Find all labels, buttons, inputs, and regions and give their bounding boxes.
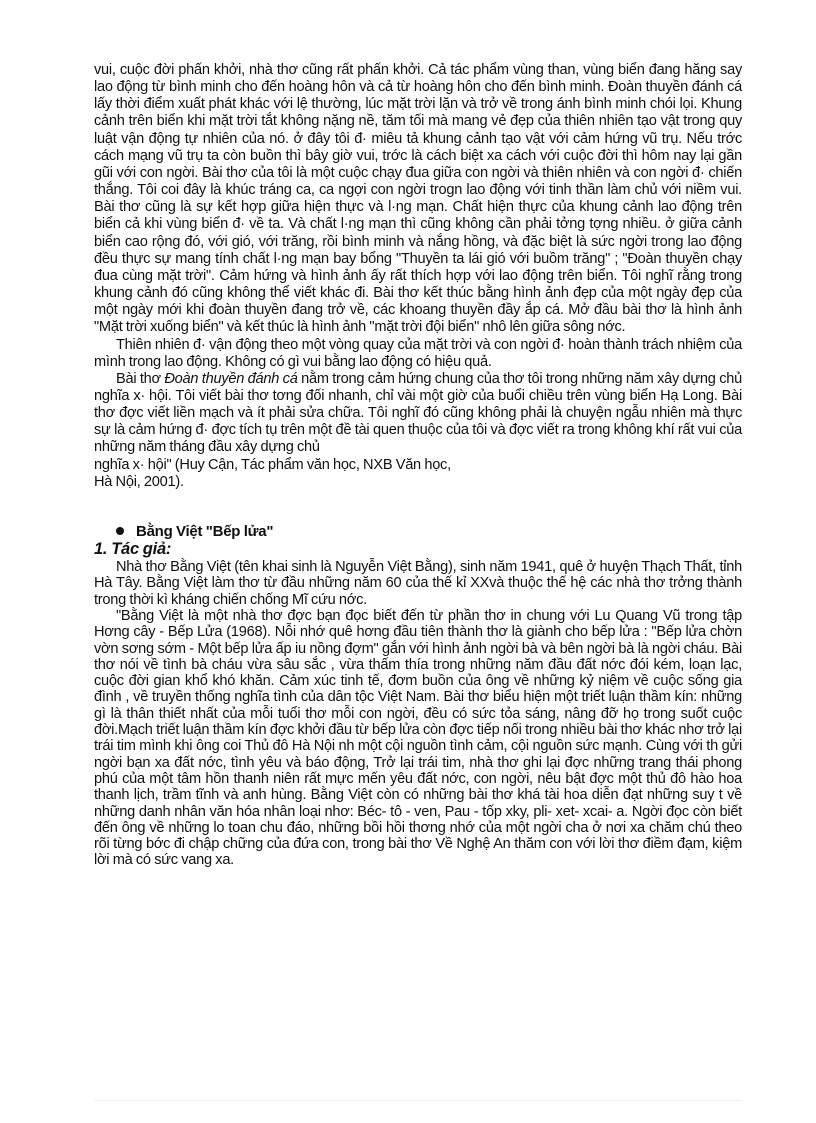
footer-rule	[94, 1100, 742, 1101]
section-heading: Bằng Việt "Bếp lửa"	[136, 522, 274, 540]
citation-line-2: Hà Nội, 2001).	[94, 473, 184, 490]
paragraph-author-bio: Nhà thơ Bằng Việt (tên khai sinh là Nguyễn Việt Bằng), sinh năm 1941, quê ở huyện Thạch Thất, tỉnh Hà Tây. Bằng Việt làm thơ từ đầu những năm 60 của thế kỉ XXvà thuộc thế hệ các nhà thơ trởng thành trong thời kì kháng chiến chống Mĩ cứu nớc.	[94, 559, 742, 608]
sub-heading: 1. Tác giả:	[94, 540, 172, 559]
poem-context-text: nằm trong cảm hứng chung của thơ tôi trong những năm xây dựng chủ nghĩa x· hội. Tôi viết bài thơ tơng đối nhanh, chỉ vài một giờ của buổi chiều trên vùng biển Hạ Long. Bài thơ đợc viết liền mạch và ít phải sửa chữa. Tôi nghĩ đó cũng không phải là chuyện ngẫu nhiên mà thực sự là cảm hứng đ· đợc tích tụ trên một đề tài quen thuộc của tôi và đợc viết ra trong không khí rất vui của những năm tháng đầu xây dựng chủ	[94, 370, 742, 456]
bullet-icon	[116, 527, 124, 535]
section-gap	[94, 491, 742, 523]
citation-line-1: nghĩa x· hội" (Huy Cận, Tác phẩm văn học, NXB Văn học,	[94, 456, 451, 473]
document-page	[94, 62, 742, 869]
poem-lead-text: Bài thơ	[116, 370, 165, 387]
section-heading-row	[116, 523, 742, 540]
paragraph-intro: vui, cuộc đời phấn khởi, nhà thơ cũng rất phấn khởi. Cả tác phẩm vùng than, vùng biển đang hăng say lao động từ bình minh cho đến hoàng hôn và cả từ hoàng hôn cho đến bình minh. Đoàn thuyền đánh cá lấy thời điểm xuất phát khác với lệ thường, lúc mặt trời lặn và trở về trong ánh bình minh chói lọi. Khung cảnh trên biển khi mặt trời tắt không nặng nề, tăm tối mà mang vẻ đẹp của thiên nhiên tạo vật trong quy luật vận động tự nhiên của nó. ở đây tôi đ· miêu tả khung cảnh tạo vật với cảm hứng vũ trụ. Nếu trớc cách mạng vũ trụ ta còn buồn thì bây giờ vui, trớc là cách biệt xa cách với cuộc đời thì hôm nay lại gần gũi với con ngời. Bài thơ của tôi là một cuộc chạy đua giữa con ngời và thiên nhiên và con ngời đ· chiến thắng. Tôi coi đây là khúc tráng ca, ca ngợi con ngời trogn lao động với tinh thần làm chủ với niềm vui. Bài thơ cũng là sự kết hợp giữa hiện thực và l·ng mạn. Chất hiện thực của khung cảnh lao động trên biển cả khi vùng biển đ· về ta. Và chất l·ng mạn thì cũng không cần phải tởng tợng nhiều. ở giữa cảnh biển cao rộng đó, với gió, với trăng, rồi bình minh và nắng hồng, và đặc biệt là sức ngời trong lao động đều thực sự mang tính chất l·ng mạn bay bổng "Thuyền ta lái gió với buồm trăng" ; "Đoàn thuyền chạy đua cùng mặt trời". Cảm hứng và hình ảnh ấy rất thích hợp với lao động trên biển. Tôi nghĩ rằng trong khung cảnh đó cũng không thể viết khác đi. Bài thơ kết thúc bằng hình ảnh đẹp của một ngày đẹp của một ngày mới khi đoàn thuyền đang trở về, các khoang thuyền đầy ắp cá. Mở đầu bài thơ là hình ảnh "Mặt trời xuống biển" và kết thúc là hình ảnh "mặt trời đội biển" nhô lên giữa sông nớc.	[94, 62, 742, 336]
poem-title: Đoàn thuyền đánh cá	[164, 370, 298, 387]
paragraph-author-quote: "Bằng Việt là một nhà thơ đợc bạn đọc biết đến từ phần thơ in chung với Lu Quang Vũ trong tập Hơng cây - Bếp Lửa (1968). Nỗi nhớ quê hơng đầu tiên thành thơ là giành cho bếp lửa : "Bếp lửa chờn vờn sơng sớm - Một bếp lửa ấp iu nồng đợm" gắn với hình ảnh ngời bà và bên ngời bà là ngời cháu. Bài thơ nói về tình bà cháu vừa sâu sắc , vừa thấm thía trong những năm đầu đất nớc đói kém, loạn lạc, cuộc đời gian khổ khó khăn. Cảm xúc tinh tế, đơm buồn của ông về những kỷ niệm về cuộc sống gia đình , về truyền thống nghĩa tình của dân tộc Việt Nam. Bài thơ biểu hiện một triết luận thầm kín: những gì là thân thiết nhất của mỗi tuổi thơ mỗi con ngời, đều có sức tỏa sáng, nâng đỡ họ trong suốt cuộc đời.Mạch triết luận thầm kín đợc khởi đầu từ bếp lửa còn đợc tiếp nối trong nhiều bài thơ khác nhơ trở lại trái tim mình khi ông coi Thủ đô Hà Nội nh một cội nguồn tình cảm, cội nguồn sức mạnh. Cùng với th gửi ngời bạn xa đất nớc, tình yêu và báo động, Trở lại trái tim, nhà thơ ghi lại đợc những trang thái phong phú của một tâm hồn thanh niên rất mực mến yêu đất nớc, con ngời, nêu bật đợc một thủ đô hào hoa thanh lịch, trầm tĩnh và anh hùng. Bằng Việt còn có những bài thơ khá tài hoa diễn đạt những suy t về những danh nhân văn hóa nhân loại nhơ: Béc- tô - ven, Pau - tốp xky, pli- xet- xcai- a. Ngời đọc còn biết đến ông về những lo toan chu đáo, những bồi hồi thơng nhớ của một ngời cha ở nơi xa chăm chú theo rõi từng bớc đi chập chững của đứa con, trong bài thơ Về Nghệ An thăm con với lời thơ điềm đạm, kiệm lời mà có sức vang xa.	[94, 607, 742, 869]
paragraph-poem-context	[94, 371, 742, 457]
paragraph-nature: Thiên nhiên đ· vận động theo một vòng quay của mặt trời và con ngời đ· hoàn thành trách nhiệm của mình trong lao động. Không có gì vui bằng lao động có hiệu quả.	[94, 336, 742, 370]
